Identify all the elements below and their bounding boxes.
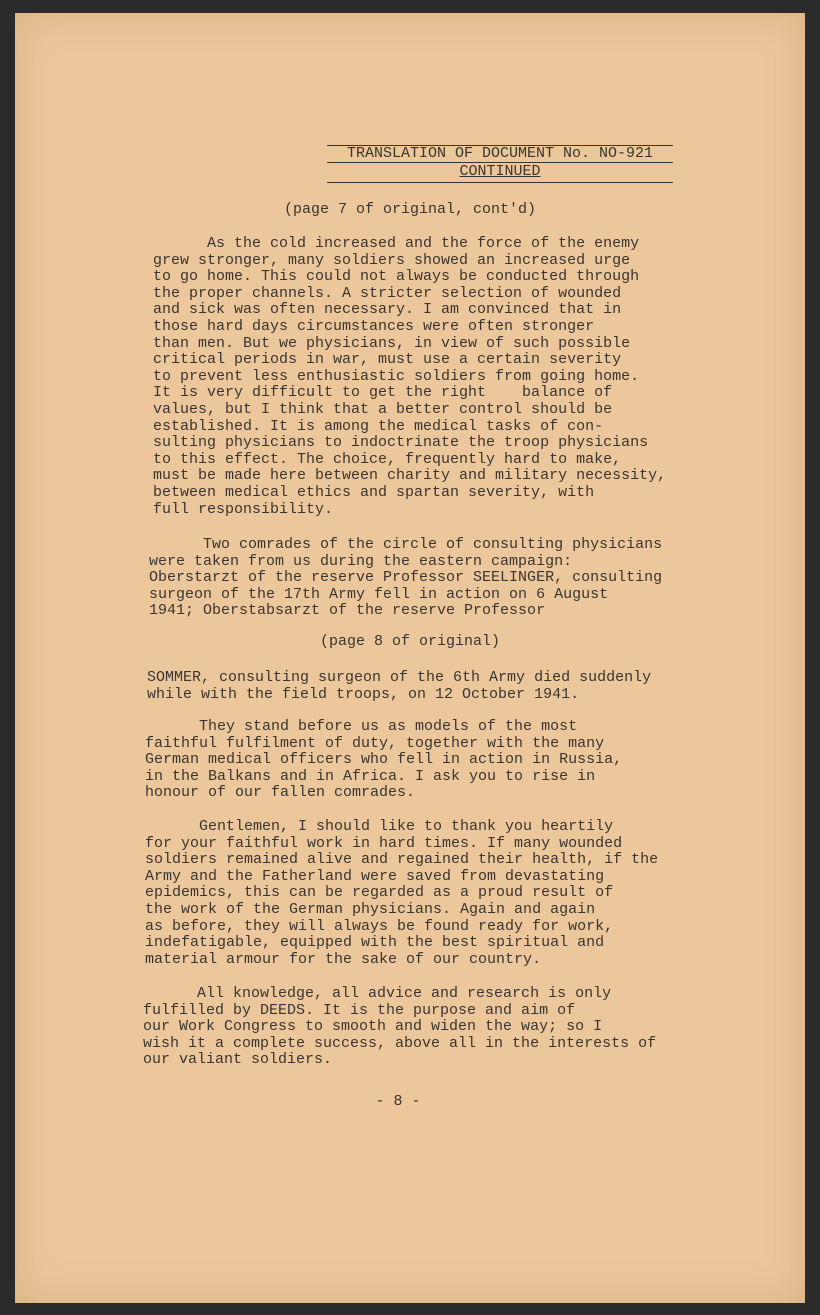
text-line: soldiers remained alive and regained their health, if the [145,851,659,869]
text-line: those hard days circumstances were often stronger [153,317,595,335]
paragraph-3 [147,670,651,703]
text-line: sulting physicians to indoctrinate the troop physicians [153,434,649,452]
text-line: our Work Congress to smooth and widen the way; so I [143,1018,603,1036]
text-line: in the Balkans and in Africa. I ask you to rise in [145,767,596,785]
text-line: must be made here between charity and military necessity, [153,467,667,485]
text-line: Army and the Fatherland were saved from devastating [145,867,605,885]
text-line: material armour for the sake of our country. [145,950,542,968]
text-line: full responsibility. [153,500,334,518]
text-line: wish it a complete success, above all in the interests of [143,1034,657,1052]
title-line-2: CONTINUED [459,163,541,180]
paragraph-1 [153,236,666,518]
text-line: faithful fulfilment of duty, together with the many [145,734,605,752]
text-line: as before, they will always be found ready for work, [145,917,614,935]
text-line: were taken from us during the eastern campaign: [149,552,573,570]
text-line: critical periods in war, must use a certain severity [153,351,622,369]
paragraph-4 [145,719,622,802]
paragraph-5 [145,819,658,968]
text-line: Two comrades of the circle of consulting physicians [149,536,663,553]
text-line: the work of the German physicians. Again and again [145,900,596,918]
text-line: honour of our fallen comrades. [145,784,416,802]
text-line: Gentlemen, I should like to thank you heartily [145,818,614,835]
paragraph-2 [149,537,662,620]
text-line: 1941; Oberstabsarzt of the reserve Professor [149,602,546,620]
page-marker-7: (page 7 of original, cont'd) [283,201,537,218]
text-line: our valiant soldiers. [143,1051,333,1069]
text-line: while with the field troops, on 12 October 1941. [147,685,580,703]
text-line: SOMMER, consulting surgeon of the 6th Army died suddenly [147,669,652,686]
text-line: epidemics, this can be regarded as a proud result of [145,884,614,902]
text-line: to this effect. The choice, frequently hard to make, [153,450,622,468]
text-line: They stand before us as models of the most [145,718,578,735]
text-line: All knowledge, all advice and research is only [143,985,612,1002]
text-line: established. It is among the medical tasks of con- [153,417,604,435]
text-line: to prevent less enthusiastic soldiers from going home. [153,367,640,385]
document-title [327,145,673,183]
text-line: values, but I think that a better control should be [153,400,613,418]
title-rule [327,182,673,183]
text-line: and sick was often necessary. I am convinced that in [153,301,622,319]
text-line: German medical officers who fell in action in Russia, [145,751,623,769]
text-line: for your faithful work in hard times. If many wounded [145,834,623,852]
text-line: than men. But we physicians, in view of such possible [153,334,631,352]
page-number: - 8 - [375,1093,421,1110]
text-line: fulfilled by DEEDS. It is the purpose and aim of [143,1001,576,1019]
text-line: Oberstarzt of the reserve Professor SEELINGER, consulting [149,569,663,587]
text-line: the proper channels. A stricter selection of wounded [153,284,622,302]
title-line-1: TRANSLATION OF DOCUMENT No. NO-921 [327,145,673,163]
document-page [15,13,805,1303]
text-line: grew stronger, many soldiers showed an increased urge [153,251,631,269]
text-line: between medical ethics and spartan severity, with [153,483,595,501]
page-marker-8: (page 8 of original) [319,633,501,650]
text-line: indefatigable, equipped with the best spiritual and [145,934,605,952]
text-line: to go home. This could not always be conducted through [153,268,640,286]
text-line: It is very difficult to get the right balance of [153,384,613,402]
text-line: surgeon of the 17th Army fell in action on 6 August [149,585,609,603]
text-line: As the cold increased and the force of the enemy [153,235,640,252]
paragraph-6 [143,986,656,1069]
